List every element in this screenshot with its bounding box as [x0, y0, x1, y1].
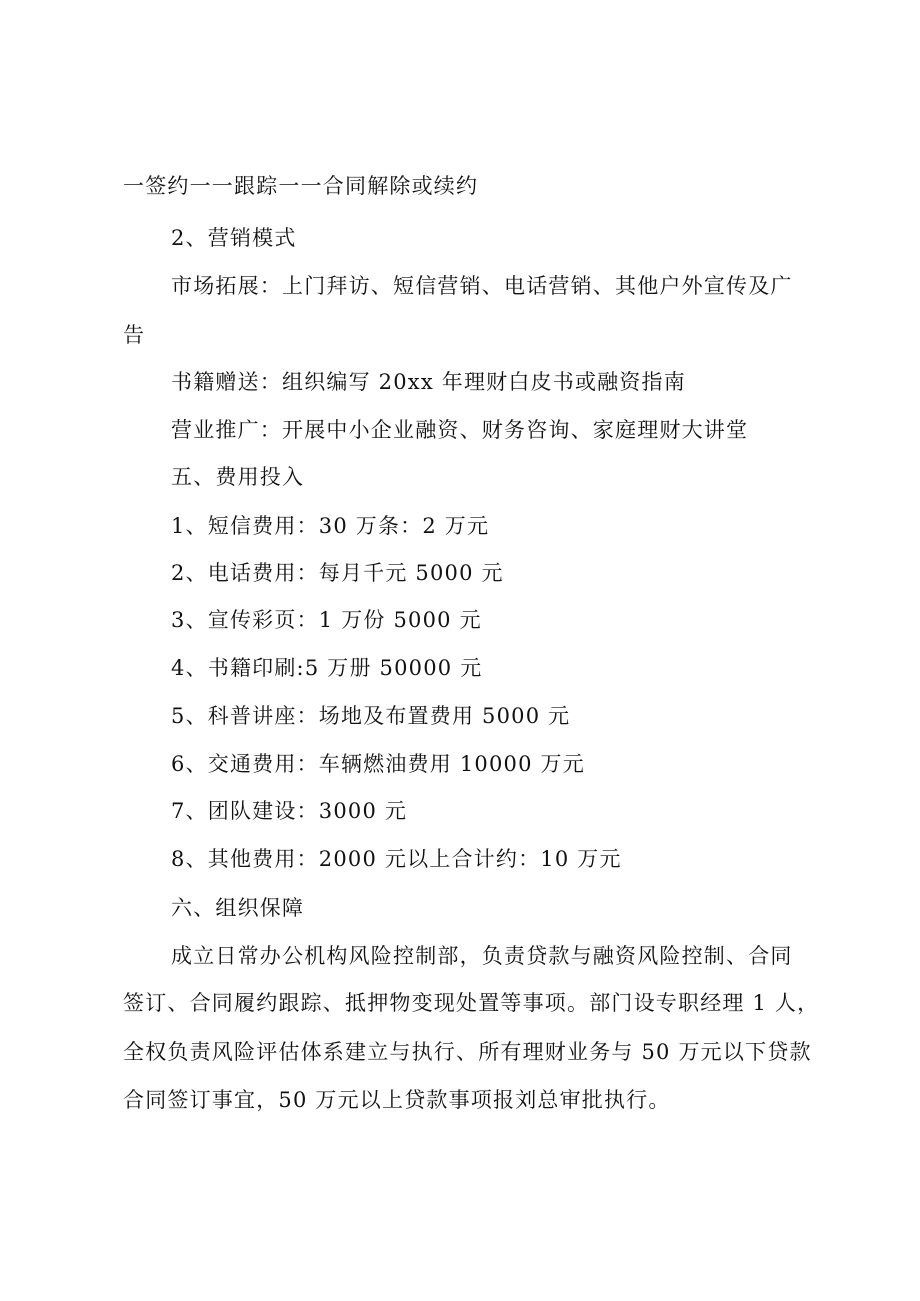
organization-paragraph-line-1: 成立日常办公机构风险控制部，负责贷款与融资风险控制、合同 [171, 944, 793, 968]
organization-paragraph-line-2: 签订、合同履约跟踪、抵押物变现处置等事项。部门设专职经理 1 人， [123, 991, 820, 1015]
process-flow-line: 一签约一一跟踪一一合同解除或续约 [123, 174, 479, 198]
organization-paragraph-line-3: 全权负责风险评估体系建立与执行、所有理财业务与 50 万元以下贷款 [123, 1040, 812, 1064]
cost-item-other-total: 8、其他费用：2000 元以上合计约：10 万元 [171, 847, 622, 871]
cost-item-phone: 2、电话费用：每月千元 5000 元 [171, 561, 504, 585]
market-expansion-line: 市场拓展：上门拜访、短信营销、电话营销、其他户外宣传及广 [171, 274, 793, 298]
cost-item-book-printing: 4、书籍印刷:5 万册 50000 元 [171, 656, 483, 680]
market-expansion-continuation: 告 [123, 323, 146, 347]
organization-paragraph-line-4: 合同签订事宜，50 万元以上贷款事项报刘总审批执行。 [123, 1088, 671, 1112]
section-heading-organization: 六、组织保障 [171, 896, 305, 920]
business-promotion-line: 营业推广：开展中小企业融资、财务咨询、家庭理财大讲堂 [171, 418, 749, 442]
cost-item-brochure: 3、宣传彩页：1 万份 5000 元 [171, 608, 482, 632]
section-heading-marketing-mode: 2、营销模式 [171, 226, 297, 250]
cost-item-team-building: 7、团队建设：3000 元 [171, 799, 408, 823]
book-gift-line: 书籍赠送：组织编写 20xx 年理财白皮书或融资指南 [171, 370, 686, 394]
cost-item-lecture: 5、科普讲座：场地及布置费用 5000 元 [171, 704, 571, 728]
section-heading-costs: 五、费用投入 [171, 465, 305, 489]
cost-item-sms: 1、短信费用：30 万条：2 万元 [171, 514, 490, 538]
cost-item-transport: 6、交通费用：车辆燃油费用 10000 万元 [171, 752, 585, 776]
